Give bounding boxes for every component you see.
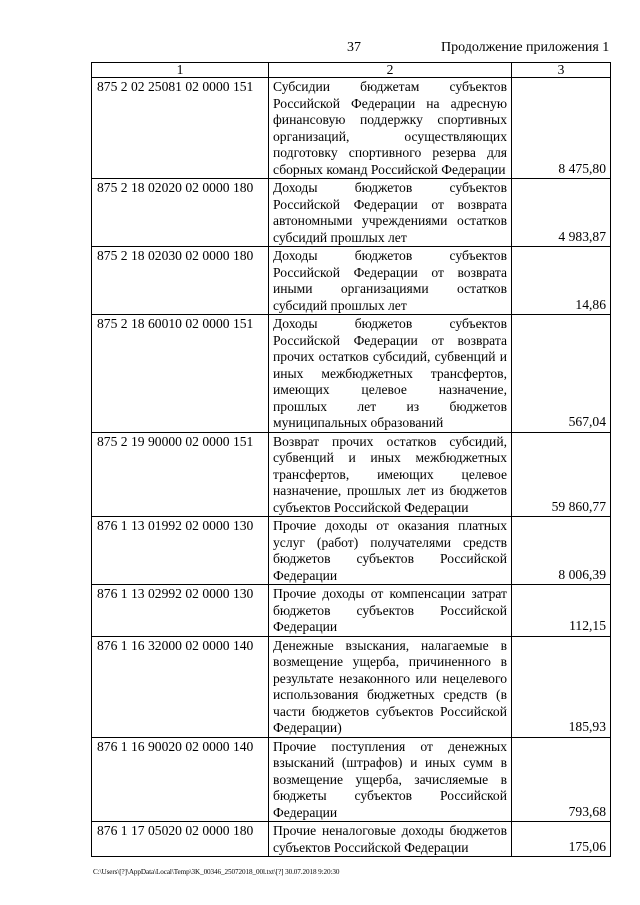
budget-code-cell: 876 1 17 05020 02 0000 180	[92, 822, 269, 857]
column-header-1: 1	[92, 63, 269, 78]
table-row	[92, 432, 611, 517]
amount-cell: 4 983,87	[512, 179, 611, 247]
revenue-name-cell: Субсидии бюджетам субъектов Российской Федерации на адресную финансовую поддержку спортивных организаций, осуществляющих подготовку спортивного резерва для сборных команд Российской Федерации	[269, 78, 512, 179]
revenue-name-cell: Прочие доходы от компенсации затрат бюджетов субъектов Российской Федерации	[269, 585, 512, 637]
file-path-footer: C:\Users\[?]\AppData\Local\Temp\3K_00346_25072018_00l.txt\[?] 30.07.2018 9:20:30	[93, 868, 340, 876]
budget-code-cell: 876 1 13 02992 02 0000 130	[92, 585, 269, 637]
column-header-2: 2	[269, 63, 512, 78]
amount-cell: 14,86	[512, 247, 611, 315]
revenue-name-cell: Прочие неналоговые доходы бюджетов субъектов Российской Федерации	[269, 822, 512, 857]
revenue-table	[91, 62, 611, 857]
table-row	[92, 737, 611, 822]
table-row	[92, 179, 611, 247]
amount-cell: 185,93	[512, 636, 611, 737]
budget-code-cell: 875 2 02 25081 02 0000 151	[92, 78, 269, 179]
budget-code-cell: 875 2 18 02020 02 0000 180	[92, 179, 269, 247]
budget-code-cell: 875 2 19 90000 02 0000 151	[92, 432, 269, 517]
revenue-name-cell: Возврат прочих остатков субсидий, субвенций и иных межбюджетных трансфертов, имеющих целевое назначение, прошлых лет из бюджетов субъектов Российской Федерации	[269, 432, 512, 517]
table-row	[92, 585, 611, 637]
table-row	[92, 315, 611, 433]
table-row	[92, 822, 611, 857]
budget-code-cell: 875 2 18 60010 02 0000 151	[92, 315, 269, 433]
appendix-continuation-note: Продолжение приложения 1	[441, 40, 610, 55]
table-row	[92, 636, 611, 737]
revenue-name-cell: Доходы бюджетов субъектов Российской Федерации от возврата автономными учреждениями остатков субсидий прошлых лет	[269, 179, 512, 247]
revenue-name-cell: Доходы бюджетов субъектов Российской Федерации от возврата прочих остатков субсидий, субвенций и иных межбюджетных трансфертов, имеющих целевое назначение, прошлых лет из бюджетов муниципальных образований	[269, 315, 512, 433]
amount-cell: 175,06	[512, 822, 611, 857]
budget-code-cell: 876 1 13 01992 02 0000 130	[92, 517, 269, 585]
column-header-3: 3	[512, 63, 611, 78]
column-number-row	[92, 63, 611, 78]
table-row	[92, 247, 611, 315]
revenue-name-cell: Прочие доходы от оказания платных услуг (работ) получателями средств бюджетов субъектов Российской Федерации	[269, 517, 512, 585]
budget-code-cell: 876 1 16 32000 02 0000 140	[92, 636, 269, 737]
amount-cell: 112,15	[512, 585, 611, 637]
amount-cell: 793,68	[512, 737, 611, 822]
revenue-name-cell: Доходы бюджетов субъектов Российской Федерации от возврата иными организациями остатков субсидий прошлых лет	[269, 247, 512, 315]
amount-cell: 59 860,77	[512, 432, 611, 517]
table-row	[92, 517, 611, 585]
revenue-name-cell: Прочие поступления от денежных взысканий (штрафов) и иных сумм в возмещение ущерба, зачисляемые в бюджеты субъектов Российской Федерации	[269, 737, 512, 822]
revenue-name-cell: Денежные взыскания, налагаемые в возмещение ущерба, причиненного в результате незаконного или нецелевого использования бюджетных средств (в части бюджетов субъектов Российской Федерации)	[269, 636, 512, 737]
amount-cell: 8 006,39	[512, 517, 611, 585]
page-number: 37	[347, 40, 361, 55]
amount-cell: 567,04	[512, 315, 611, 433]
budget-code-cell: 876 1 16 90020 02 0000 140	[92, 737, 269, 822]
table-row	[92, 78, 611, 179]
budget-code-cell: 875 2 18 02030 02 0000 180	[92, 247, 269, 315]
amount-cell: 8 475,80	[512, 78, 611, 179]
